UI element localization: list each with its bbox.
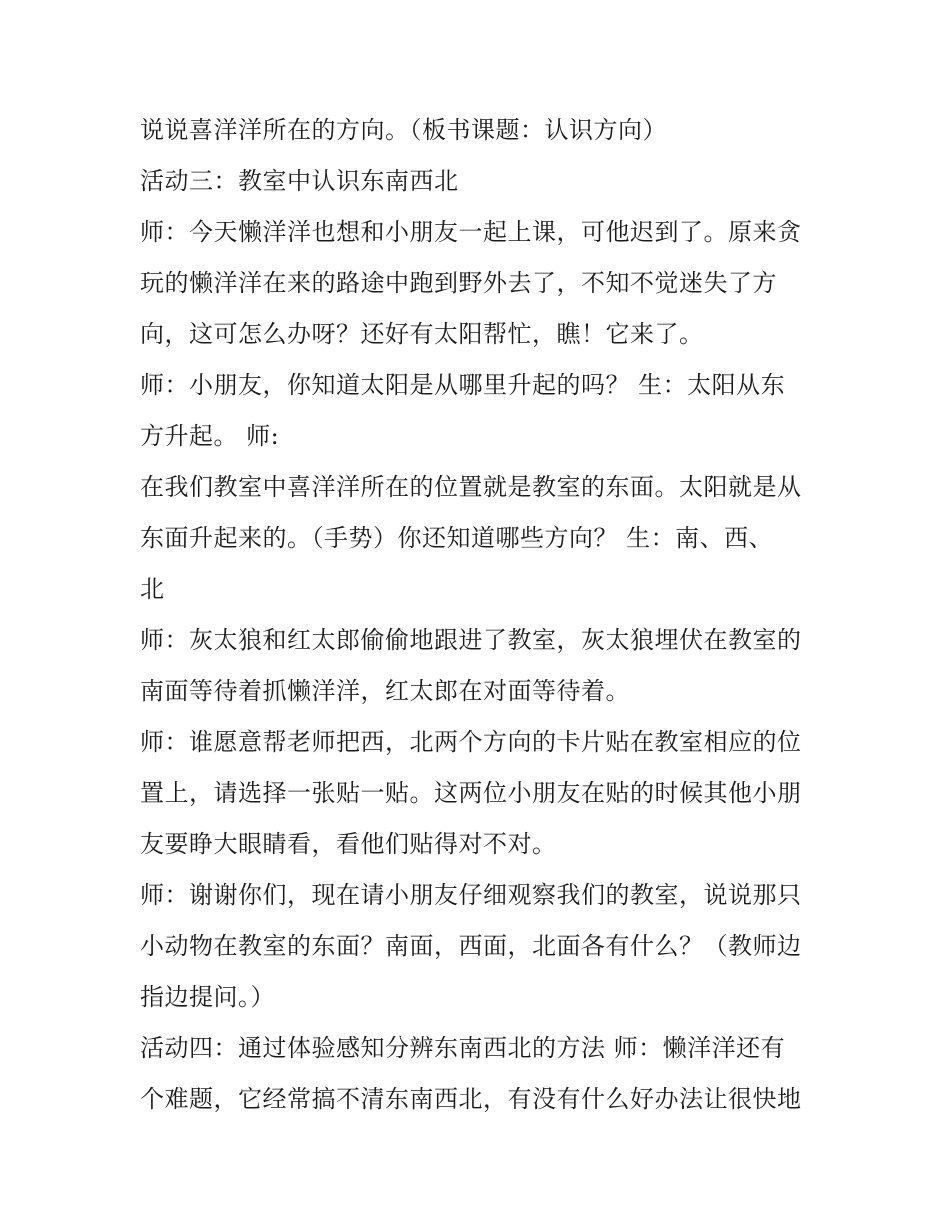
text-line: 北 (140, 575, 165, 603)
text-line: 向，这可怎么办呀？还好有太阳帮忙，瞧！它来了。 (140, 320, 704, 348)
text-line: 师：谢谢你们，现在请小朋友仔细观察我们的教室，说说那只 (140, 881, 802, 909)
text-line: 友要睁大眼睛看，看他们贴得对不对。 (140, 830, 557, 858)
text-line: 东面升起来的。（手势）你还知道哪些方向？ 生：南、西、 (140, 524, 774, 552)
text-line: 师：谁愿意帮老师把西，北两个方向的卡片贴在教室相应的位 (140, 728, 802, 756)
text-line: 南面等待着抓懒洋洋，红太郎在对面等待着。 (140, 677, 630, 705)
text-line: 活动四：通过体验感知分辨东南西北的方法 师：懒洋洋还有 (140, 1034, 786, 1062)
text-line: 在我们教室中喜洋洋所在的位置就是教室的东面。太阳就是从 (140, 473, 802, 501)
text-line: 说说喜洋洋所在的方向。（板书课题：认识方向） (140, 116, 667, 144)
text-line: 师：小朋友，你知道太阳是从哪里升起的吗？ 生：太阳从东 (140, 371, 786, 399)
text-line: 指边提问。） (140, 983, 275, 1011)
text-line: 方升起。 师: (140, 422, 280, 450)
text-line: 玩的懒洋洋在来的路途中跑到野外去了，不知不觉迷失了方 (140, 269, 777, 297)
text-line: 师：今天懒洋洋也想和小朋友一起上课，可他迟到了。原来贪 (140, 218, 802, 246)
text-line: 活动三：教室中认识东南西北 (140, 167, 459, 195)
text-line: 师：灰太狼和红太郎偷偷地跟进了教室，灰太狼埋伏在教室的 (140, 626, 802, 654)
text-line: 置上，请选择一张贴一贴。这两位小朋友在贴的时候其他小朋 (140, 779, 802, 807)
text-line: 小动物在教室的东面？南面，西面，北面各有什么？（教师边 (140, 932, 802, 960)
text-line: 个难题，它经常搞不清东南西北，有没有什么好办法让很快地 (140, 1085, 802, 1113)
